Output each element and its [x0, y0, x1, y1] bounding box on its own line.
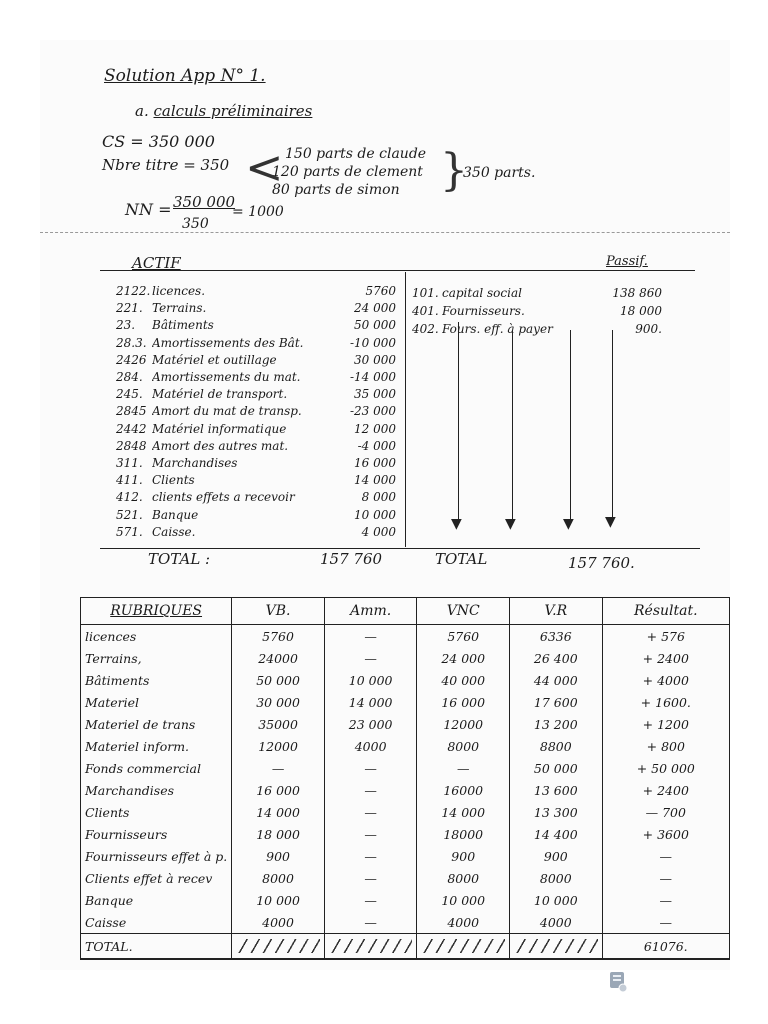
- hatched-cell: [417, 934, 510, 960]
- table-cell: 900: [417, 845, 510, 867]
- scan-document-icon[interactable]: [608, 970, 628, 992]
- account-label: Terrains.: [152, 301, 207, 316]
- actif-row: [116, 456, 396, 472]
- account-code: 2845: [116, 404, 147, 419]
- table-cell: 5760: [417, 625, 510, 648]
- row-label: Clients: [81, 801, 232, 823]
- account-code: 221.: [116, 301, 143, 316]
- account-code: 284.: [116, 370, 143, 384]
- row-label: Fournisseurs effet à p.: [81, 845, 232, 867]
- arrow-line: [570, 330, 571, 522]
- column-header: VNC: [417, 598, 510, 625]
- table-cell: 8000: [232, 867, 325, 889]
- table-cell: —: [324, 779, 417, 801]
- passif-row: [412, 286, 662, 302]
- table-cell: 14 000: [232, 801, 325, 823]
- arrow-line: [458, 322, 459, 522]
- account-amount: -14 000: [349, 370, 396, 384]
- account-code: 245.: [116, 387, 143, 402]
- parts-total: 350 parts.: [463, 165, 536, 181]
- table-row: [81, 647, 730, 669]
- scanned-page: [40, 40, 730, 970]
- row-label: Materiel de trans: [81, 713, 232, 735]
- account-code: 412.: [116, 490, 143, 505]
- arrow-down-icon: ▼: [505, 516, 516, 532]
- column-header: V.R: [510, 598, 603, 625]
- row-label: Banque: [81, 889, 232, 911]
- table-cell: + 576: [602, 625, 729, 648]
- table-cell: 16 000: [417, 691, 510, 713]
- table-cell: 900: [510, 845, 603, 867]
- account-amount: -23 000: [349, 404, 396, 419]
- table-cell: 35000: [232, 713, 325, 735]
- brace-right: }: [440, 145, 468, 196]
- part-line: 80 parts de simon: [272, 182, 400, 198]
- table-cell: 8000: [417, 867, 510, 889]
- row-label: Marchandises: [81, 779, 232, 801]
- table-cell: 50 000: [232, 669, 325, 691]
- table-cell: —: [324, 889, 417, 911]
- table-cell: 16000: [417, 779, 510, 801]
- account-label: Amortissements des Bât.: [152, 335, 304, 350]
- table-cell: 16 000: [232, 779, 325, 801]
- table-cell: —: [324, 801, 417, 823]
- account-code: 402.: [412, 322, 439, 336]
- table-cell: 10 000: [417, 889, 510, 911]
- actif-row: [116, 473, 396, 489]
- account-amount: 4 000: [361, 524, 396, 539]
- table-cell: —: [324, 823, 417, 845]
- table-cell: 8000: [417, 735, 510, 757]
- account-amount: 138 860: [612, 286, 662, 300]
- table-cell: + 1200: [602, 713, 729, 735]
- column-header: RUBRIQUES: [81, 598, 232, 625]
- table-cell: 24 000: [417, 647, 510, 669]
- actif-row: [116, 284, 396, 300]
- table-cell: —: [602, 889, 729, 911]
- account-amount: 12 000: [354, 421, 396, 436]
- column-header: VB.: [232, 598, 325, 625]
- table-cell: + 3600: [602, 823, 729, 845]
- account-amount: 10 000: [354, 507, 396, 522]
- actif-row: [116, 370, 396, 386]
- table-cell: 4000: [324, 735, 417, 757]
- nbre-titre: Nbre titre = 350: [102, 156, 230, 174]
- table-cell: 50 000: [510, 757, 603, 779]
- table-cell: 5760: [232, 625, 325, 648]
- actif-row: [116, 439, 396, 455]
- account-amount: 900.: [635, 322, 662, 336]
- account-amount: -10 000: [349, 335, 396, 350]
- table-cell: —: [324, 625, 417, 648]
- hatched-cell: [510, 934, 603, 960]
- account-amount: 35 000: [354, 387, 396, 402]
- brace-left: <: [245, 140, 284, 194]
- account-code: 2442: [116, 421, 147, 436]
- total-label: TOTAL.: [81, 934, 232, 960]
- table-cell: 24000: [232, 647, 325, 669]
- account-label: Fournisseurs.: [442, 304, 525, 318]
- table-cell: —: [232, 757, 325, 779]
- table-total-row: [81, 934, 730, 960]
- row-label: Bâtiments: [81, 669, 232, 691]
- passif-heading: Passif.: [606, 254, 648, 269]
- account-label: Banque: [152, 507, 199, 522]
- row-label: Fonds commercial: [81, 757, 232, 779]
- account-code: 23.: [116, 318, 136, 333]
- account-code: 2122.: [116, 284, 151, 298]
- actif-row: [116, 387, 396, 403]
- table-row: [81, 669, 730, 691]
- nn-result: = 1000: [232, 204, 284, 220]
- actif-row: [116, 422, 396, 438]
- hatched-cell: [324, 934, 417, 960]
- account-amount: 24 000: [354, 301, 396, 316]
- table-cell: 40 000: [417, 669, 510, 691]
- account-label: clients effets a recevoir: [152, 490, 295, 505]
- account-code: 401.: [412, 304, 439, 318]
- table-cell: 14 000: [417, 801, 510, 823]
- arrow-down-icon: ▼: [451, 516, 462, 532]
- row-label: Clients effet à recev: [81, 867, 232, 889]
- table-cell: —: [324, 845, 417, 867]
- nn-denominator: 350: [182, 216, 209, 232]
- actif-row: [116, 336, 396, 352]
- table-cell: 8000: [510, 867, 603, 889]
- separator: [40, 232, 730, 233]
- account-label: Amort du mat de transp.: [152, 404, 302, 419]
- subtitle-text: calculs préliminaires: [153, 102, 313, 120]
- table-row: [81, 713, 730, 735]
- table-cell: 8800: [510, 735, 603, 757]
- balance-divider: [405, 272, 406, 547]
- account-code: 101.: [412, 286, 439, 300]
- account-amount: 8 000: [361, 490, 396, 505]
- account-amount: -4 000: [357, 438, 396, 453]
- table-cell: 30 000: [232, 691, 325, 713]
- account-amount: 5760: [365, 284, 396, 298]
- table-row: [81, 801, 730, 823]
- table-cell: 12000: [417, 713, 510, 735]
- account-code: 571.: [116, 524, 143, 539]
- arrow-line: [612, 330, 613, 520]
- total-left-value: 157 760: [320, 550, 383, 568]
- subtitle: [135, 102, 312, 120]
- actif-row: [116, 353, 396, 369]
- table-cell: 13 200: [510, 713, 603, 735]
- table-cell: 4000: [510, 911, 603, 934]
- table-row: [81, 823, 730, 845]
- table-cell: —: [602, 911, 729, 934]
- table-cell: 10 000: [232, 889, 325, 911]
- table-cell: 13 600: [510, 779, 603, 801]
- table-cell: 12000: [232, 735, 325, 757]
- account-label: Marchandises: [152, 456, 238, 470]
- table-cell: + 2400: [602, 779, 729, 801]
- table-cell: 4000: [232, 911, 325, 934]
- actif-row: [116, 525, 396, 541]
- nn-label: NN =: [125, 200, 172, 219]
- cs-line: CS = 350 000: [102, 132, 215, 151]
- table-row: [81, 889, 730, 911]
- table-cell: 18000: [417, 823, 510, 845]
- table-cell: —: [602, 845, 729, 867]
- table-cell: + 800: [602, 735, 729, 757]
- account-amount: 18 000: [620, 304, 662, 318]
- table-cell: + 1600.: [602, 691, 729, 713]
- table-cell: 26 400: [510, 647, 603, 669]
- account-label: Matériel et outillage: [152, 352, 277, 367]
- table-cell: 10 000: [324, 669, 417, 691]
- table-cell: + 2400: [602, 647, 729, 669]
- actif-row: [116, 301, 396, 317]
- balance-top-line: [100, 270, 695, 271]
- account-label: licences.: [152, 284, 206, 298]
- table-row: [81, 845, 730, 867]
- account-code: 2848: [116, 438, 147, 453]
- table-cell: 900: [232, 845, 325, 867]
- row-label: Terrains,: [81, 647, 232, 669]
- arrow-down-icon: ▼: [563, 516, 574, 532]
- table-cell: 14 000: [324, 691, 417, 713]
- table-cell: —: [417, 757, 510, 779]
- account-code: 411.: [116, 473, 143, 488]
- row-label: Materiel inform.: [81, 735, 232, 757]
- row-label: Caisse: [81, 911, 232, 934]
- total-left-label: TOTAL :: [148, 550, 211, 568]
- account-code: 28.3.: [116, 335, 147, 350]
- account-amount: 14 000: [354, 473, 396, 488]
- account-label: Matériel informatique: [152, 421, 287, 436]
- passif-row: [412, 304, 662, 320]
- total-right-value: 157 760.: [568, 554, 635, 572]
- account-label: Caisse.: [152, 524, 196, 539]
- nn-numerator: 350 000: [173, 193, 236, 211]
- table-row: [81, 757, 730, 779]
- account-label: Fours. eff. à payer: [442, 322, 553, 336]
- part-line: 120 parts de clement: [272, 164, 423, 180]
- table-cell: 6336: [510, 625, 603, 648]
- column-header: Résultat.: [602, 598, 729, 625]
- table-cell: — 700: [602, 801, 729, 823]
- table-cell: + 4000: [602, 669, 729, 691]
- table-cell: 44 000: [510, 669, 603, 691]
- account-code: 311.: [116, 456, 143, 470]
- account-amount: 30 000: [354, 352, 396, 367]
- row-label: Materiel: [81, 691, 232, 713]
- table-row: [81, 911, 730, 934]
- arrow-down-icon: ▼: [605, 514, 616, 530]
- page-title: Solution App N° 1.: [104, 66, 266, 86]
- table-cell: 23 000: [324, 713, 417, 735]
- account-code: 2426: [116, 352, 147, 367]
- table-row: [81, 867, 730, 889]
- actif-heading: ACTIF: [132, 254, 181, 272]
- table-cell: 10 000: [510, 889, 603, 911]
- table-cell: —: [324, 911, 417, 934]
- account-label: Clients: [152, 473, 195, 488]
- table-cell: —: [324, 647, 417, 669]
- table-row: [81, 735, 730, 757]
- table-cell: —: [324, 867, 417, 889]
- account-label: Bâtiments: [152, 318, 214, 333]
- total-value: 61076.: [602, 934, 729, 960]
- results-table: [80, 597, 730, 960]
- table-body: [81, 625, 730, 934]
- account-code: 521.: [116, 507, 143, 522]
- table-cell: 17 600: [510, 691, 603, 713]
- account-amount: 50 000: [354, 318, 396, 333]
- subtitle-letter: a.: [135, 102, 149, 120]
- account-label: capital social: [442, 286, 522, 300]
- account-amount: 16 000: [354, 456, 396, 470]
- actif-row: [116, 490, 396, 506]
- row-label: Fournisseurs: [81, 823, 232, 845]
- table-cell: —: [324, 757, 417, 779]
- table-cell: + 50 000: [602, 757, 729, 779]
- account-label: Amortissements du mat.: [152, 370, 301, 384]
- column-header: Amm.: [324, 598, 417, 625]
- table-header-row: [81, 598, 730, 625]
- actif-row: [116, 508, 396, 524]
- arrow-line: [512, 330, 513, 522]
- hatched-cell: [232, 934, 325, 960]
- table-cell: —: [602, 867, 729, 889]
- row-label: licences: [81, 625, 232, 648]
- table-cell: 18 000: [232, 823, 325, 845]
- part-line: 150 parts de claude: [285, 146, 427, 162]
- actif-row: [116, 404, 396, 420]
- table-cell: 14 400: [510, 823, 603, 845]
- table-row: [81, 691, 730, 713]
- table-cell: 13 300: [510, 801, 603, 823]
- total-right-label: TOTAL: [435, 550, 488, 568]
- actif-row: [116, 318, 396, 334]
- passif-row: [412, 322, 662, 338]
- table-cell: 4000: [417, 911, 510, 934]
- account-label: Amort des autres mat.: [152, 438, 289, 453]
- table-row: [81, 625, 730, 648]
- account-label: Matériel de transport.: [152, 387, 288, 402]
- table-row: [81, 779, 730, 801]
- balance-bottom-line: [100, 548, 700, 549]
